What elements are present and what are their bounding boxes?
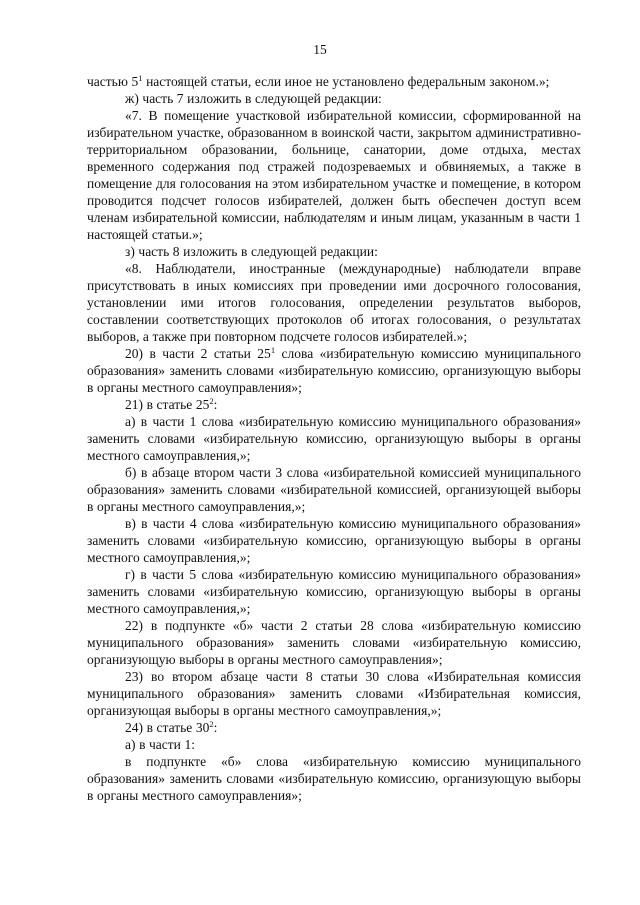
paragraph-text: в подпункте «б» слова «избирательную комиссию муниципального образования» заменить словами «избирательную комиссию, организующую выборы в органы местного самоуправления»; <box>87 754 581 803</box>
paragraph-text: в) в части 4 слова «избирательную комиссию муниципального образования» заменить словами «избирательную комиссию, организующую выборы в органы местного самоуправления,»; <box>87 516 581 565</box>
paragraph <box>87 753 581 804</box>
paragraph-text: г) в части 5 слова «избирательную комиссию муниципального образования» заменить словами «избирательную комиссию, организующую выборы в органы местного самоуправления,»; <box>87 567 581 616</box>
document-body <box>87 73 581 804</box>
paragraph <box>87 90 581 107</box>
paragraph-text: «7. В помещение участковой избирательной комиссии, сформированной на избирательном участке, образованном в воинской части, закрытом административно-территориальном образовании, больнице, санатории, доме отдыха, местах временного содержания под стражей подозреваемых и обвиняемых, а также в помещение для голосования на этом избирательном участке и помещение, в котором проводится подсчет голосов избирателей, должен быть обеспечен доступ всем членам избирательной комиссии, наблюдателям и иным лицам, указанным в части 1 настоящей статьи.»; <box>87 108 581 242</box>
paragraph <box>87 736 581 753</box>
paragraph-text: ж) часть 7 изложить в следующей редакции: <box>125 91 382 106</box>
paragraph-text: б) в абзаце втором части 3 слова «избирательной комиссией муниципального образования» заменить словами «избирательной комиссией, организующей выборы в органы местного самоуправления,»; <box>87 465 581 514</box>
paragraph-text: 24) в статье 30 <box>125 720 210 735</box>
paragraph <box>87 617 581 668</box>
paragraph-text: : <box>213 720 218 735</box>
paragraph <box>87 345 581 396</box>
paragraph <box>87 107 581 243</box>
paragraph <box>87 396 581 413</box>
paragraph-text: 21) в статье 25 <box>125 397 210 412</box>
paragraph <box>87 668 581 719</box>
paragraph <box>87 719 581 736</box>
paragraph-text: а) в части 1 слова «избирательную комиссию муниципального образования» заменить словами «избирательную комиссию, организующую выборы в органы местного самоуправления,»; <box>87 414 581 463</box>
paragraph-text: з) часть 8 изложить в следующей редакции: <box>125 244 378 259</box>
paragraph <box>87 243 581 260</box>
superscript: 2 <box>209 719 214 729</box>
paragraph-text: а) в части 1: <box>125 737 195 752</box>
paragraph <box>87 413 581 464</box>
paragraph-text: настоящей статьи, если иное не установлено федеральным законом.»; <box>142 74 550 89</box>
paragraph-text: 20) в части 2 статьи 25 <box>125 346 271 361</box>
superscript: 2 <box>209 396 214 406</box>
paragraph <box>87 260 581 345</box>
paragraph <box>87 464 581 515</box>
superscript: 1 <box>138 73 143 83</box>
paragraph-text: частью 5 <box>87 74 139 89</box>
paragraph <box>87 73 581 90</box>
paragraph-text: «8. Наблюдатели, иностранные (международные) наблюдатели вправе присутствовать в иных комиссиях при проведении ими досрочного голосования, установлении ими итогов голосования, определении результатов выборов, составлении соответствующих протоколов об итогах голосования, о результатах выборов, а также при повторном подсчете голосов избирателей.»; <box>87 261 581 344</box>
paragraph-text: 23) во втором абзаце части 8 статьи 30 слова «Избирательная комиссия муниципального образования» заменить словами «Избирательная комиссия, организующая выборы в органы местного самоуправления,»; <box>87 669 581 718</box>
paragraph-text: слова «избирательную комиссию муниципального образования» заменить словами «избирательную комиссию, организующую выборы в органы местного самоуправления»; <box>87 346 581 395</box>
paragraph <box>87 566 581 617</box>
page-number: 15 <box>313 42 327 57</box>
paragraph-text: 22) в подпункте «б» части 2 статьи 28 слова «избирательную комиссию муниципального образования» заменить словами «избирательную комиссию, организующую выборы в органы местного самоуправления»; <box>87 618 581 667</box>
paragraph <box>87 515 581 566</box>
superscript: 1 <box>270 345 276 355</box>
paragraph-text: : <box>213 397 218 412</box>
